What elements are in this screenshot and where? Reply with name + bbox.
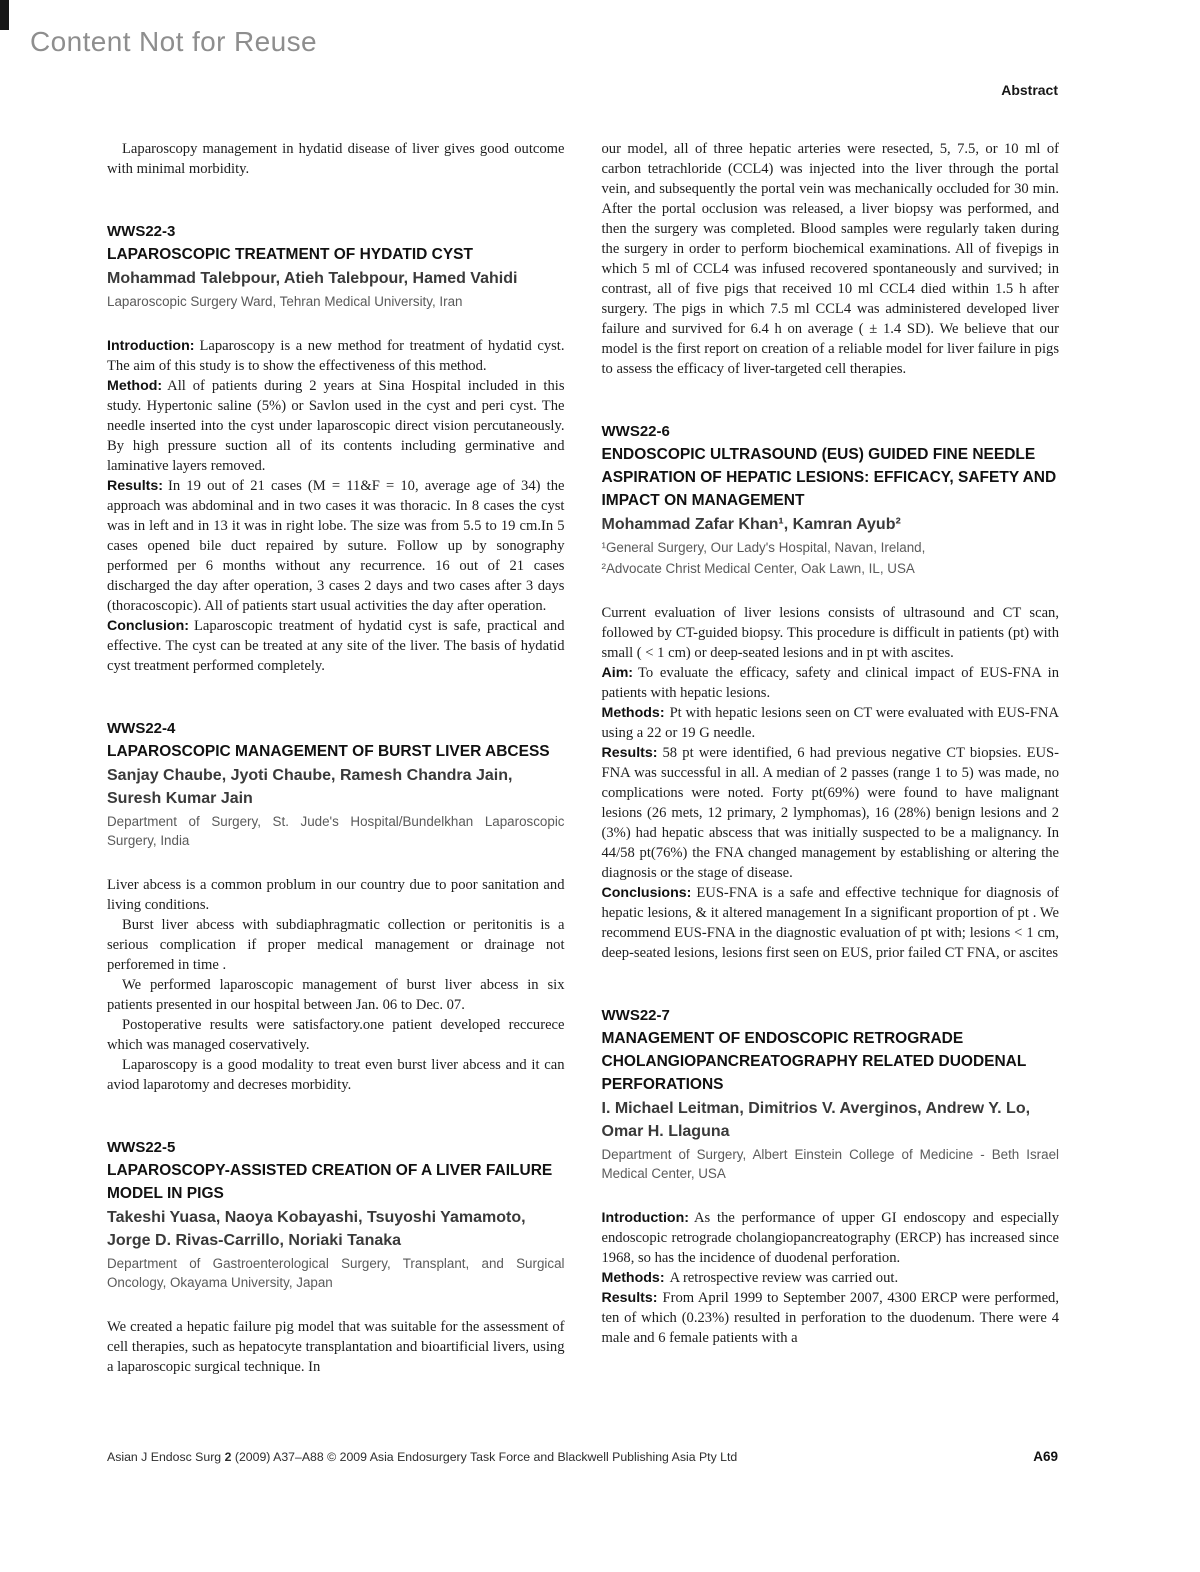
- paragraph-label: Method:: [107, 378, 163, 394]
- section-title: LAPAROSCOPIC MANAGEMENT OF BURST LIVER ABCESS: [107, 743, 550, 760]
- paragraph-label: Conclusions:: [601, 885, 692, 901]
- abstract-section-wws22-4: [107, 718, 565, 1095]
- paragraph: [107, 875, 565, 915]
- section-code: WWS22-7: [601, 1007, 670, 1024]
- paragraph-text: Burst liver abcess with subdiaphragmatic collection or peritonitis is a serious complication if proper medical management or drainage not perforemed in time .: [107, 917, 565, 973]
- section-body: [602, 603, 1060, 963]
- paragraph-text: Laparoscopy is a new method for treatment of hydatid cyst. The aim of this study is to show the effectiveness of this method.: [107, 338, 565, 374]
- paragraph-label: Results:: [601, 745, 658, 761]
- paragraph: [602, 1288, 1060, 1348]
- paragraph-label: Introduction:: [107, 338, 195, 354]
- paragraph-text: Liver abcess is a common problum in our country due to poor sanitation and living conditions.: [107, 877, 565, 913]
- paragraph-text: Laparoscopic treatment of hydatid cyst is safe, practical and effective. The cyst can be treated at any site of the liver. The basis of hydatid cyst treatment performed completely.: [107, 618, 565, 674]
- paragraph-text: Postoperative results were satisfactory.one patient developed reccurece which was managed coservatively.: [107, 1017, 565, 1053]
- section-title: LAPAROSCOPY-ASSISTED CREATION OF A LIVER FAILURE MODEL IN PIGS: [107, 1162, 553, 1202]
- corner-crop-mark: [0, 0, 9, 30]
- section-affiliation: ²Advocate Christ Medical Center, Oak Lawn, IL, USA: [601, 561, 915, 576]
- paragraph: [107, 975, 565, 1015]
- paragraph-label: Aim:: [601, 665, 634, 681]
- content-columns: [107, 139, 1059, 1377]
- paragraph-text: As the performance of upper GI endoscopy and especially endoscopic retrograde cholangiopancreatography (ERCP) has increased since 1968, so has the incidence of duodenal perforation.: [601, 1210, 1059, 1266]
- section-affiliation: Department of Gastroenterological Surgery, Transplant, and Surgical Oncology, Okayama University, Japan: [107, 1256, 565, 1290]
- paragraph-text: A retrospective review was carried out.: [669, 1270, 899, 1286]
- section-authors: Mohammad Zafar Khan¹, Kamran Ayub²: [601, 516, 901, 533]
- section-affiliation: Department of Surgery, St. Jude's Hospital/Bundelkhan Laparoscopic Surgery, India: [107, 814, 565, 848]
- paragraph-text: All of patients during 2 years at Sina Hospital included in this study. Hypertonic saline (5%) or Savlon used in the cyst and peri cyst. The needle inserted into the cyst under laparoscopic direct vision percutaneously. By high pressure suction all of its contents including germinative and laminative layers removed.: [107, 378, 565, 474]
- lead-paragraph-continuation: our model, all of three hepatic arteries were resected, 5, 7.5, or 10 ml of carbon tetrachloride (CCL4) was injected into the liver through the portal vein, and subsequently the portal vein was mechanically occluded for 30 min. After the portal occlusion was released, a liver biopsy was performed, and then the surgery was completed. Blood samples were regularly taken during the surgery in order to perform biochemical examinations. All of fivepigs in which 5 ml of CCL4 was infused recovered spontaneously and survived; in contrast, all of five pigs that received 10 ml CCL4 died within 1.5 h after surgery. The pigs in which 7.5 ml CCL4 was administered developed liver failure and survived for 6.4 h on average ( ± 1.4 SD). We believe that our model is the first report on creation of a reliable model for liver failure in pigs to assess the efficacy of liver-targeted cell therapies.: [601, 141, 1059, 377]
- section-affiliation: Laparoscopic Surgery Ward, Tehran Medical University, Iran: [107, 294, 463, 309]
- right-column: [602, 139, 1060, 1377]
- page-footer: [107, 1449, 1058, 1464]
- section-title: ENDOSCOPIC ULTRASOUND (EUS) GUIDED FINE NEEDLE ASPIRATION OF HEPATIC LESIONS: EFFICACY, SAFETY AND IMPACT ON MANAGEMENT: [601, 446, 1057, 509]
- paragraph-text: 58 pt were identified, 6 had previous negative CT biopsies. EUS-FNA was successful in all. A median of 2 passes (range 1 to 5) was made, no complications were noted. Forty pt(69%) were found to have malignant lesions (26 mets, 12 primary, 2 lymphomas), 16 (28%) benign lesions and 2 (3%) had hepatic abscess that was initially suspected to be a malignancy. In 44/58 pt(76%) the FNA changed management by establishing or altering the diagnosis or the stage of disease.: [601, 745, 1059, 881]
- paragraph-text: We created a hepatic failure pig model that was suitable for the assessment of cell therapies, such as hepatocyte transplantation and bioartificial livers, using a laparoscopic surgical technique. In: [107, 1319, 565, 1375]
- paragraph: [107, 376, 565, 476]
- abstract-section-wws22-3: [107, 221, 565, 676]
- paragraph-text: Current evaluation of liver lesions consists of ultrasound and CT scan, followed by CT-guided biopsy. This procedure is difficult in patients (pt) with small ( < 1 cm) or deep-seated lesions and in pt with ascites.: [601, 605, 1059, 661]
- paragraph: [107, 1055, 565, 1095]
- section-code: WWS22-5: [107, 1139, 176, 1156]
- paragraph-text: Laparoscopy is a good modality to treat even burst liver abcess and it can aviod laparotomy and decreses morbidity.: [107, 1057, 565, 1093]
- paragraph-label: Results:: [601, 1290, 658, 1306]
- paragraph: [602, 1268, 1060, 1288]
- footer-journal: Asian J Endosc Surg: [107, 1450, 222, 1464]
- section-body: [107, 1317, 565, 1377]
- paragraph-label: Conclusion:: [107, 618, 189, 634]
- section-code: WWS22-4: [107, 720, 176, 737]
- section-code: WWS22-3: [107, 223, 176, 240]
- section-code: WWS22-6: [601, 423, 670, 440]
- paragraph: [602, 663, 1060, 703]
- footer-volume: 2: [224, 1450, 232, 1464]
- paragraph: [602, 743, 1060, 883]
- section-title: LAPAROSCOPIC TREATMENT OF HYDATID CYST: [107, 246, 473, 263]
- footer-citation: [107, 1450, 737, 1464]
- paragraph-text: From April 1999 to September 2007, 4300 ERCP were performed, ten of which (0.23%) resulted in perforation to the duodenum. There were 4 male and 6 female patients with a: [601, 1290, 1059, 1346]
- watermark-text: Content Not for Reuse: [30, 26, 317, 57]
- section-affiliation: Department of Surgery, Albert Einstein College of Medicine - Beth Israel Medical Center, USA: [601, 1147, 1059, 1181]
- paragraph-label: Methods:: [601, 1270, 665, 1286]
- section-body: [107, 875, 565, 1095]
- page-number: A69: [1033, 1449, 1058, 1464]
- paragraph-text: EUS-FNA is a safe and effective technique for diagnosis of hepatic lesions, & it altered management In a significant proportion of pt . We recommend EUS-FNA in the diagnostic evaluation of pt with; lesions < 1 cm, deep-seated lesions, lesions first seen on EUS, prior failed CT FNA, or ascites: [601, 885, 1059, 961]
- lead-paragraph: Laparoscopy management in hydatid disease of liver gives good outcome with minimal morbidity.: [107, 141, 565, 177]
- paragraph: [107, 915, 565, 975]
- paragraph-label: Results:: [107, 478, 163, 494]
- paragraph-text: To evaluate the efficacy, safety and clinical impact of EUS-FNA in patients with hepatic lesions.: [601, 665, 1059, 701]
- paragraph: [107, 616, 565, 676]
- section-body: [107, 336, 565, 676]
- paragraph: [602, 883, 1060, 963]
- paragraph: [107, 1317, 565, 1377]
- section-authors: I. Michael Leitman, Dimitrios V. Averginos, Andrew Y. Lo, Omar H. Llaguna: [601, 1100, 1031, 1140]
- paragraph-text: In 19 out of 21 cases (M = 11&F = 10, average age of 34) the approach was abdominal and in two cases it was thoracic. In 8 cases the cyst was in left and in 13 it was in right lobe. The size was from 5.5 to 19 cm.In 5 cases opened bile duct repaired by suture. Follow up by sonography performed per 6 months without any recurrence. 16 out of 21 cases discharged the day after operation, 3 cases 2 days and two cases after 3 days (thoracoscopic). All of patients start usual activities the day after operation.: [107, 478, 565, 614]
- left-column: [107, 139, 565, 1377]
- paragraph: [602, 1208, 1060, 1268]
- section-body: [602, 1208, 1060, 1348]
- paragraph: [107, 336, 565, 376]
- paragraph: [107, 476, 565, 616]
- footer-copyright: © 2009 Asia Endosurgery Task Force and Blackwell Publishing Asia Pty Ltd: [327, 1450, 738, 1464]
- paragraph: [107, 1015, 565, 1055]
- section-authors: Mohammad Talebpour, Atieh Talebpour, Hamed Vahidi: [107, 270, 518, 287]
- abstract-section-wws22-7: [602, 1005, 1060, 1348]
- paragraph-text: We performed laparoscopic management of burst liver abcess in six patients presented in our hospital between Jan. 06 to Dec. 07.: [107, 977, 565, 1013]
- section-authors: Sanjay Chaube, Jyoti Chaube, Ramesh Chandra Jain, Suresh Kumar Jain: [107, 767, 513, 807]
- footer-issue-pages: (2009) A37–A88: [234, 1450, 324, 1464]
- paragraph-text: Pt with hepatic lesions seen on CT were evaluated with EUS-FNA using a 22 or 19 G needle.: [601, 705, 1059, 741]
- paragraph: [602, 703, 1060, 743]
- paragraph: [602, 603, 1060, 663]
- running-head-abstract: Abstract: [1001, 82, 1058, 98]
- section-authors: Takeshi Yuasa, Naoya Kobayashi, Tsuyoshi Yamamoto, Jorge D. Rivas-Carrillo, Noriaki Tanaka: [107, 1209, 526, 1249]
- paragraph-label: Methods:: [601, 705, 665, 721]
- section-title: MANAGEMENT OF ENDOSCOPIC RETROGRADE CHOLANGIOPANCREATOGRAPHY RELATED DUODENAL PERFORATIONS: [601, 1030, 1027, 1093]
- abstract-section-wws22-5: [107, 1137, 565, 1377]
- abstract-section-wws22-6: [602, 421, 1060, 963]
- paragraph-label: Introduction:: [601, 1210, 689, 1226]
- section-affiliation: ¹General Surgery, Our Lady's Hospital, Navan, Ireland,: [601, 540, 926, 555]
